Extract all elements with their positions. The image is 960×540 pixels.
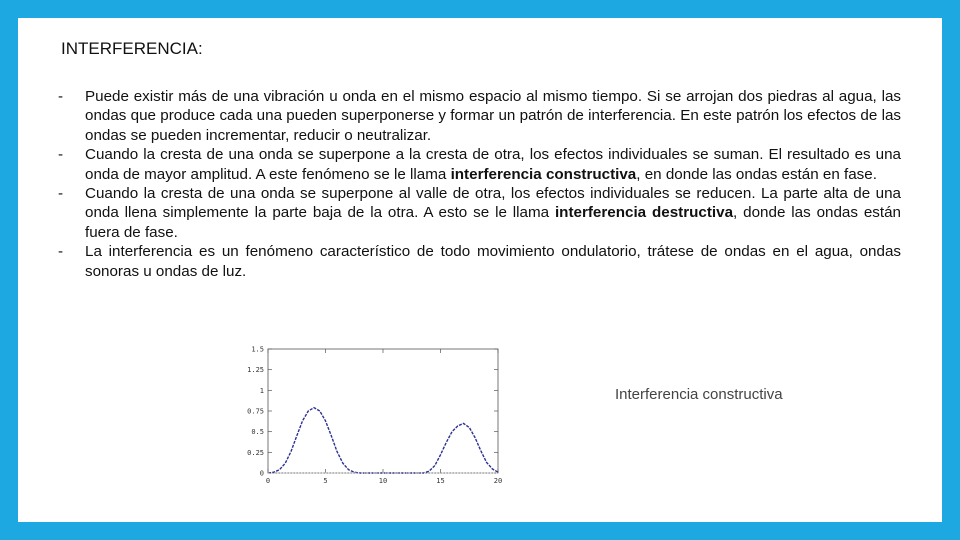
- y-tick-label: 1: [259, 386, 264, 395]
- y-tick-label: 0.5: [251, 428, 264, 437]
- y-tick-label: 1.25: [247, 366, 264, 375]
- wave-curve: [268, 408, 498, 473]
- bullet-item: [58, 242, 901, 281]
- wave-plot: [230, 339, 520, 494]
- x-tick-label: 0: [265, 477, 271, 485]
- bullet-dash: -: [58, 185, 64, 203]
- y-tick-label: 0: [259, 469, 264, 478]
- bullet-dash: -: [58, 146, 64, 164]
- y-tick-label: 0.25: [247, 448, 264, 457]
- x-tick-label: 10: [378, 477, 388, 485]
- bullet-dash: -: [58, 243, 64, 261]
- bullet-item: [58, 145, 901, 184]
- x-tick-label: 15: [436, 477, 445, 485]
- bullet-text: Cuando la cresta de una onda se superpone al valle de otra, los efectos individuales se reducen. La parte alta de una onda llena simplemente la parte baja de la otra. A esto se le llama: [85, 185, 901, 222]
- bold-term: interferencia destructiva: [554, 204, 734, 222]
- y-tick-label: 1.5: [251, 345, 264, 354]
- slide-title: [61, 39, 203, 59]
- bullet-text: La interferencia es un fenómeno característico de todo movimiento ondulatorio, trátese de ondas en el agua, ondas sonoras u ondas de luz.: [85, 243, 901, 280]
- bullet-list: [58, 87, 901, 281]
- x-tick-label: 20: [493, 477, 503, 485]
- bullet-text: Cuando la cresta de una onda se superpone a la cresta de otra, los efectos individuales se suman. El resultado es una onda de mayor amplitud. A este fenómeno se le llama: [85, 146, 901, 183]
- y-tick-label: 0.75: [247, 407, 264, 416]
- x-tick-label: 5: [323, 477, 328, 485]
- bold-term: interferencia constructiva: [450, 165, 637, 183]
- bullet-item: [58, 184, 901, 242]
- slide-bottom-tab: [219, 504, 465, 522]
- title-colon: :: [197, 39, 203, 58]
- slide: [18, 18, 942, 522]
- bullet-text: , donde las ondas están fuera de fase.: [85, 204, 901, 241]
- bullet-text: Puede existir más de una vibración u onda en el mismo espacio al mismo tiempo. Si se arrojan dos piedras al agua, las ondas que produce cada una pueden superponerse y formar un patrón de interferencia. En este patrón los efectos de las ondas se pueden incrementar, reducir o neutralizar.: [85, 88, 901, 144]
- bullet-text: , en donde las ondas están en fase.: [636, 165, 877, 183]
- figure-caption: Interferencia constructiva: [615, 386, 783, 403]
- title-text: INTERFERENCIA: [61, 39, 198, 58]
- bullet-dash: -: [58, 88, 64, 105]
- bullet-item: [58, 87, 901, 145]
- plot-frame: [268, 349, 498, 473]
